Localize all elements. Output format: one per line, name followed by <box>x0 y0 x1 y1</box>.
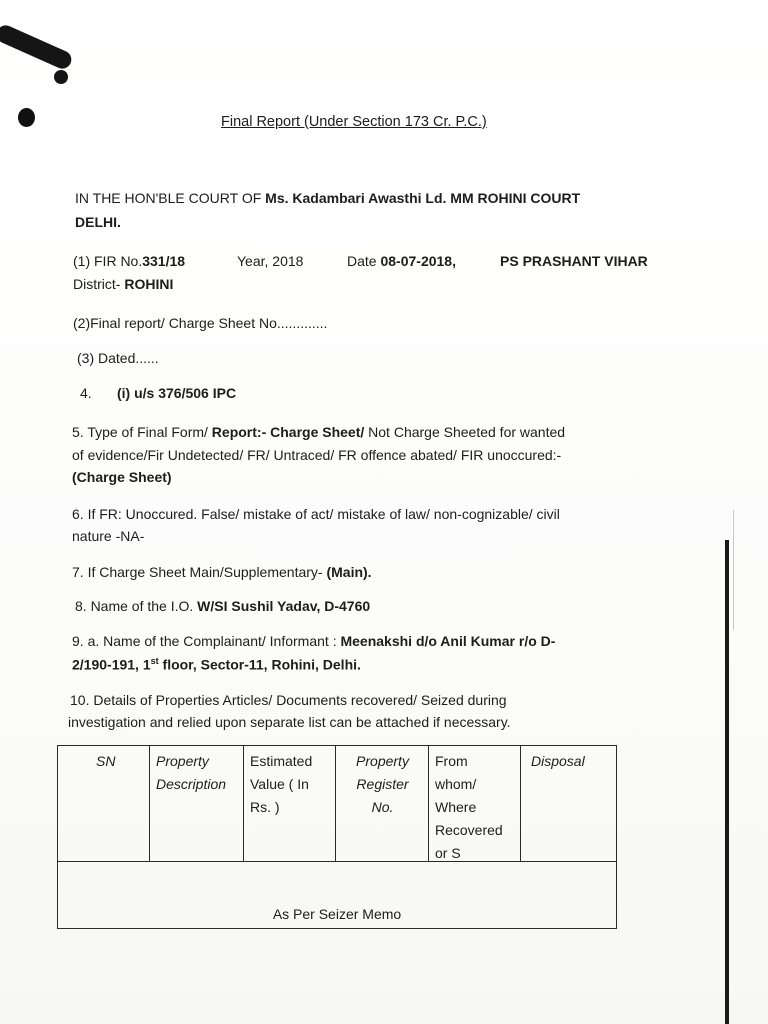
police-station: PS PRASHANT VIHAR <box>500 253 648 269</box>
section-value: (i) u/s 376/506 IPC <box>117 385 237 401</box>
header-line: Estimated <box>250 753 313 769</box>
property-table <box>57 745 617 929</box>
header-line: or S <box>435 845 461 861</box>
fr-line-2: nature -NA- <box>72 528 145 544</box>
district-value: ROHINI <box>124 276 174 292</box>
final-form-line-2: of evidence/Fir Undetected/ FR/ Untraced/ FR offence abated/ FIR unoccured:- <box>72 447 562 463</box>
dated-line: (3) Dated...... <box>77 350 159 366</box>
final-form-rest: Not Charge Sheeted for wanted <box>364 424 566 440</box>
header-line: Description <box>156 776 227 792</box>
io-label: 8. Name of the I.O. <box>75 598 198 614</box>
header-estimated-value <box>243 746 335 861</box>
final-form-line-3: (Charge Sheet) <box>72 469 172 485</box>
court-prefix: IN THE HON'BLE COURT OF <box>75 190 266 206</box>
header-line: Disposal <box>531 753 585 769</box>
header-line: From <box>435 753 468 769</box>
page-edge-line <box>725 540 729 1024</box>
header-sn <box>58 746 149 861</box>
header-line: Property <box>356 753 409 769</box>
properties-line-2: investigation and relied upon separate list can be attached if necessary. <box>68 714 511 730</box>
header-line: Where <box>435 799 477 815</box>
header-line: SN <box>96 753 116 769</box>
final-form-line-1 <box>72 424 565 440</box>
final-form-label: 5. Type of Final Form/ <box>72 424 212 440</box>
final-form-report: Report:- Charge Sheet/ <box>211 424 365 440</box>
header-line: No. <box>371 799 394 815</box>
complainant-address-a: 2/190-191, 1 <box>72 656 151 673</box>
charge-sheet-value: (Main). <box>326 564 372 580</box>
table-footer-note: As Per Seizer Memo <box>272 906 402 922</box>
fir-year: Year, 2018 <box>237 253 304 269</box>
complainant-line-1 <box>72 633 555 649</box>
header-from-whom <box>428 746 520 861</box>
complainant-address-sup: st <box>150 656 159 666</box>
header-line: Property <box>156 753 209 769</box>
fir-label: (1) FIR No. <box>73 253 143 269</box>
fir-date-label: Date <box>347 253 381 269</box>
fir-number: 331/18 <box>142 253 186 269</box>
complainant-line-2 <box>72 656 361 673</box>
header-line: Register <box>356 776 409 792</box>
final-report-no: (2)Final report/ Charge Sheet No............. <box>73 315 328 331</box>
district-label: District- <box>73 276 125 292</box>
complainant-label: 9. a. Name of the Complainant/ Informant : <box>72 633 341 649</box>
section-number: 4. <box>80 385 92 401</box>
court-line-2: DELHI. <box>75 214 121 230</box>
court-name: Ms. Kadambari Awasthi Ld. MM ROHINI COURT <box>265 190 581 206</box>
report-title: Final Report (Under Section 173 Cr. P.C.) <box>221 114 487 130</box>
table-header-row <box>58 746 616 862</box>
complainant-name: Meenakshi d/o Anil Kumar r/o D- <box>340 633 556 649</box>
header-line: Value ( In <box>250 776 309 792</box>
page-edge-faint <box>733 510 734 630</box>
header-line: Rs. ) <box>250 799 280 815</box>
punch-hole-dot <box>18 108 35 127</box>
header-line: whom/ <box>435 776 477 792</box>
io-value: W/SI Sushil Yadav, D-4760 <box>197 598 371 614</box>
header-property-description <box>149 746 243 861</box>
ink-mark-tip <box>54 70 68 84</box>
fr-line-1: 6. If FR: Unoccured. False/ mistake of act/ mistake of law/ non-cognizable/ civil <box>72 506 560 522</box>
court-line <box>75 190 580 206</box>
io-line <box>75 598 370 614</box>
district-line <box>73 276 173 292</box>
header-disposal <box>520 746 616 861</box>
charge-sheet-label: 7. If Charge Sheet Main/Supplementary- <box>72 564 327 580</box>
header-line: Recovered <box>435 822 503 838</box>
charge-sheet-type <box>72 564 372 580</box>
fir-date <box>347 253 456 269</box>
fir-line <box>73 253 185 269</box>
fir-date-value: 08-07-2018, <box>380 253 456 269</box>
header-property-register <box>335 746 428 861</box>
complainant-address-b: floor, Sector-11, Rohini, Delhi. <box>158 656 361 673</box>
properties-line-1: 10. Details of Properties Articles/ Documents recovered/ Seized during <box>70 692 507 708</box>
